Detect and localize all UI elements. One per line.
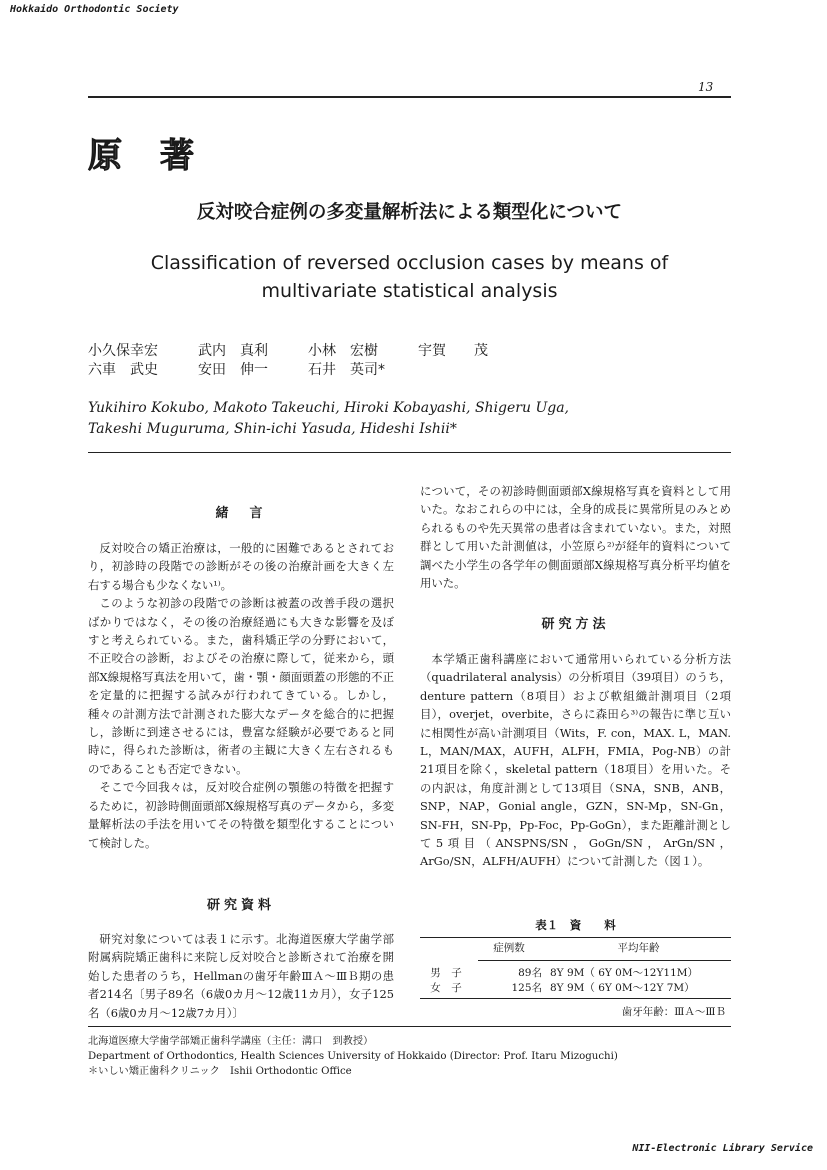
- society-header: Hokkaido Orthodontic Society: [10, 4, 179, 15]
- materials-continued: [420, 482, 731, 592]
- intro-heading: 緒 言: [215, 506, 267, 521]
- author: 小久保幸宏: [88, 343, 158, 359]
- table1-row-count: 89名: [518, 967, 542, 979]
- authors-rule: [88, 452, 731, 453]
- table1-row-count: 125名: [511, 982, 542, 994]
- author: 安田 伸一: [198, 362, 268, 378]
- author: 石井 英司*: [308, 362, 385, 378]
- intro-paragraph-1: 反対咬合の矯正治療は，一般的に困難であるとされており，初診時の段階での診断がその後の治療計画を大きく左右する場合も少なくない¹⁾。: [88, 541, 394, 592]
- intro-paragraph-2: このような初診の段階での診断は被蓋の改善手段の選択ばかりではなく，その後の治療経過にも大きな影響を及ぼすと考えられている。また，歯科矯正学の分野において，不正咬合の診断，およびその治療に際して，従来から，頭部X線規格写真法を用いて，歯・顎・顔面頭蓋の形態的不正を定量的に把握する試みが行われてきている。しかし，種々の計測方法で計測された膨大なデータを総合的に把握し，診断に到達させるには，豊富な経験が必要であると同時に，得られた診断は，術者の主観に大きく左右されるものであることも否定できない。: [88, 596, 394, 776]
- article-category: 原 著: [88, 136, 196, 176]
- authors-english: [88, 398, 569, 440]
- table1: [420, 940, 731, 955]
- materials-paragraph-1: 研究対象については表１に示す。北海道医療大学歯学部附属病院矯正歯科に来院し反対咬合と診断されて治療を開始した患者のうち，Hellmanの歯牙年齢ⅢＡ～ⅢＢ期の患者214名〔男子89名（6歳0カ月～12歳11カ月），女子125名（6歳0カ月～12歳7カ月）〕: [88, 932, 394, 1020]
- table1-row-age: 8Y 9M（ 6Y 0M～12Y11M）: [550, 967, 699, 979]
- affiliation-clinic: ＊いしい矯正歯科クリニック Ishii Orthodontic Office: [88, 1066, 352, 1077]
- table1-row-label: 男 子: [430, 967, 462, 979]
- title-english-line2: multivariate statistical analysis: [261, 280, 558, 302]
- table1-top-rule: [420, 937, 731, 938]
- intro-body: [88, 539, 394, 852]
- author: 小林 宏樹: [308, 343, 378, 359]
- author: 宇賀 茂: [418, 343, 488, 359]
- methods-paragraph-1: 本学矯正歯科講座において通常用いられている分析方法（quadrilateral analysis）の分析項目（39項目）のうち，denture pattern（8項目）および軟組織計測項目（2項目），overjet，overbite，さらに森田ら³⁾の報告に準じ互いに相関性が高い計測項目（Wits，F. con，MAX. L，MAN. L，MAN/MAX，AUFH，ALFH，FMIA，Pog-NB）の計21項目を除く，skeletal pattern（18項目）を用いた。その内訳は，角度計測として13項目（SNA，SNB，ANB，SNP，NAP，Gonial angle，GZN，SN-Mp，SN-Gn，SN-FH，SN-Pp，Pp-Foc，Pp-GoGn），また距離計測として5項目（ANSPNS/SN，GoGn/SN，ArGn/SN，ArGo/SN，ALFH/AUFH）について計測した（図１）。: [420, 652, 731, 869]
- authors-english-line2: Takeshi Muguruma, Shin-ichi Yasuda, Hideshi Ishii*: [88, 421, 457, 437]
- affiliation-ja: 北海道医療大学歯学部矯正歯科学講座（主任：溝口 到教授）: [88, 1036, 374, 1047]
- table1-header-count: 症例数: [493, 942, 525, 954]
- table1-bottom-rule: [420, 998, 731, 999]
- table1-caption: 表１ 資 料: [535, 918, 616, 932]
- materials-heading: 研究資料: [206, 898, 275, 913]
- table-row: [420, 965, 731, 980]
- service-footer: NII-Electronic Library Service: [632, 1143, 813, 1154]
- author: 武内 真利: [198, 343, 268, 359]
- title-english-line1: Classification of reversed occlusion cases by means of: [150, 252, 669, 274]
- authors-japanese: [88, 342, 528, 380]
- table1-header-age: 平均年齢: [617, 942, 660, 954]
- intro-paragraph-3: そこで今回我々は，反対咬合症例の顎態の特徴を把握するために，初診時側面頭部X線規格写真のデータから，多変量解析法の手法を用いてその特徴を類型化することについて検討した。: [88, 780, 394, 850]
- table1-row-label: 女 子: [430, 982, 462, 994]
- page-number: 13: [698, 80, 714, 94]
- authors-english-line1: Yukihiro Kokubo, Makoto Takeuchi, Hiroki Kobayashi, Shigeru Uga,: [88, 400, 570, 416]
- table1-header-rule: [478, 960, 731, 961]
- header-rule: [88, 96, 731, 98]
- materials-body: [88, 930, 394, 1022]
- table1-row-age: 8Y 9M（ 6Y 0M～12Y 7M）: [550, 982, 695, 994]
- methods-body: [420, 650, 731, 871]
- affiliation-footnote: [88, 1034, 731, 1079]
- title-japanese: 反対咬合症例の多変量解析法による類型化について: [196, 202, 623, 223]
- affiliation-en: Department of Orthodontics, Health Sciences University of Hokkaido (Director: Prof. Itaru Mizoguchi): [88, 1051, 618, 1062]
- author: 六車 武史: [88, 362, 158, 378]
- materials-paragraph-continued: について，その初診時側面頭部X線規格写真を資料として用いた。なおこれらの中には，全身的成長に異常所見のみとめられるものや先天異常の患者は含まれていない。また，対照群として用いた計測値は，小笠原ら²⁾が経年的資料について調べた小学生の各学年の側面頭部X線規格写真分析平均値を用いた。: [420, 484, 731, 591]
- table-row: [420, 980, 731, 995]
- footnote-rule: [88, 1026, 731, 1027]
- methods-heading: 研究方法: [541, 617, 610, 632]
- table1-note: 歯牙年齢：ⅢＡ～ⅢＢ: [621, 1006, 726, 1018]
